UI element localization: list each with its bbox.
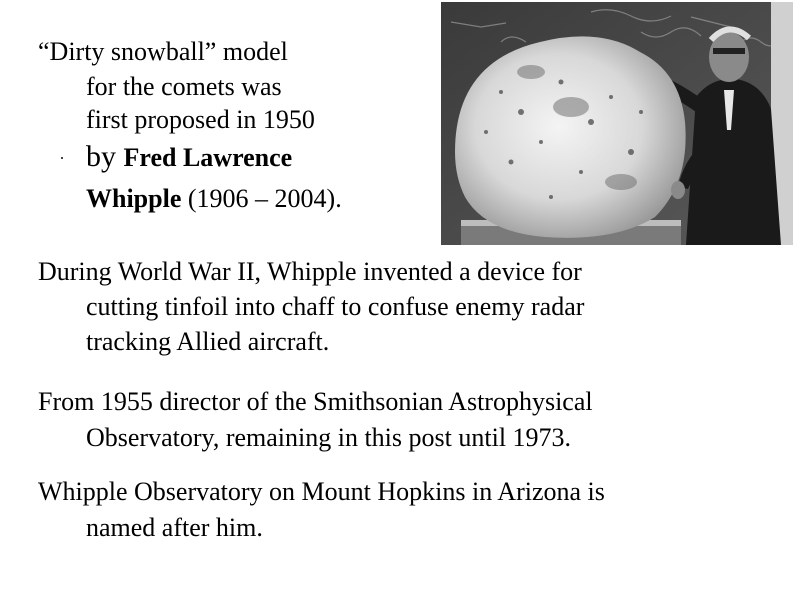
life-years: (1906 – 2004). xyxy=(181,184,342,213)
intro-by: by xyxy=(86,140,124,173)
intro-line-1: “Dirty snowball” model xyxy=(38,37,288,66)
observatory-line-2: named after him. xyxy=(86,513,263,542)
observatory-line-1: Whipple Observatory on Mount Hopkins in Arizona is xyxy=(38,477,605,506)
intro-line-5 xyxy=(38,177,342,221)
name-last: Whipple xyxy=(86,184,182,213)
war-paragraph xyxy=(38,254,584,359)
snowball-photo xyxy=(441,2,793,245)
photo-image xyxy=(441,2,793,245)
smithsonian-line-2: Observatory, remaining in this post until 1973. xyxy=(86,423,572,452)
stray-dot xyxy=(61,157,63,159)
intro-line-2: for the comets was xyxy=(86,72,282,101)
intro-line-4 xyxy=(38,137,342,177)
war-line-3: tracking Allied aircraft. xyxy=(86,327,330,356)
name-first: Fred Lawrence xyxy=(123,143,293,172)
intro-line-3: first proposed in 1950 xyxy=(86,105,315,134)
smithsonian-paragraph xyxy=(38,384,593,456)
smithsonian-line-1: From 1955 director of the Smithsonian Astrophysical xyxy=(38,387,593,416)
intro-paragraph xyxy=(38,34,342,221)
observatory-paragraph xyxy=(38,474,605,546)
war-line-1: During World War II, Whipple invented a device for xyxy=(38,257,582,286)
war-line-2: cutting tinfoil into chaff to confuse enemy radar xyxy=(86,292,585,321)
